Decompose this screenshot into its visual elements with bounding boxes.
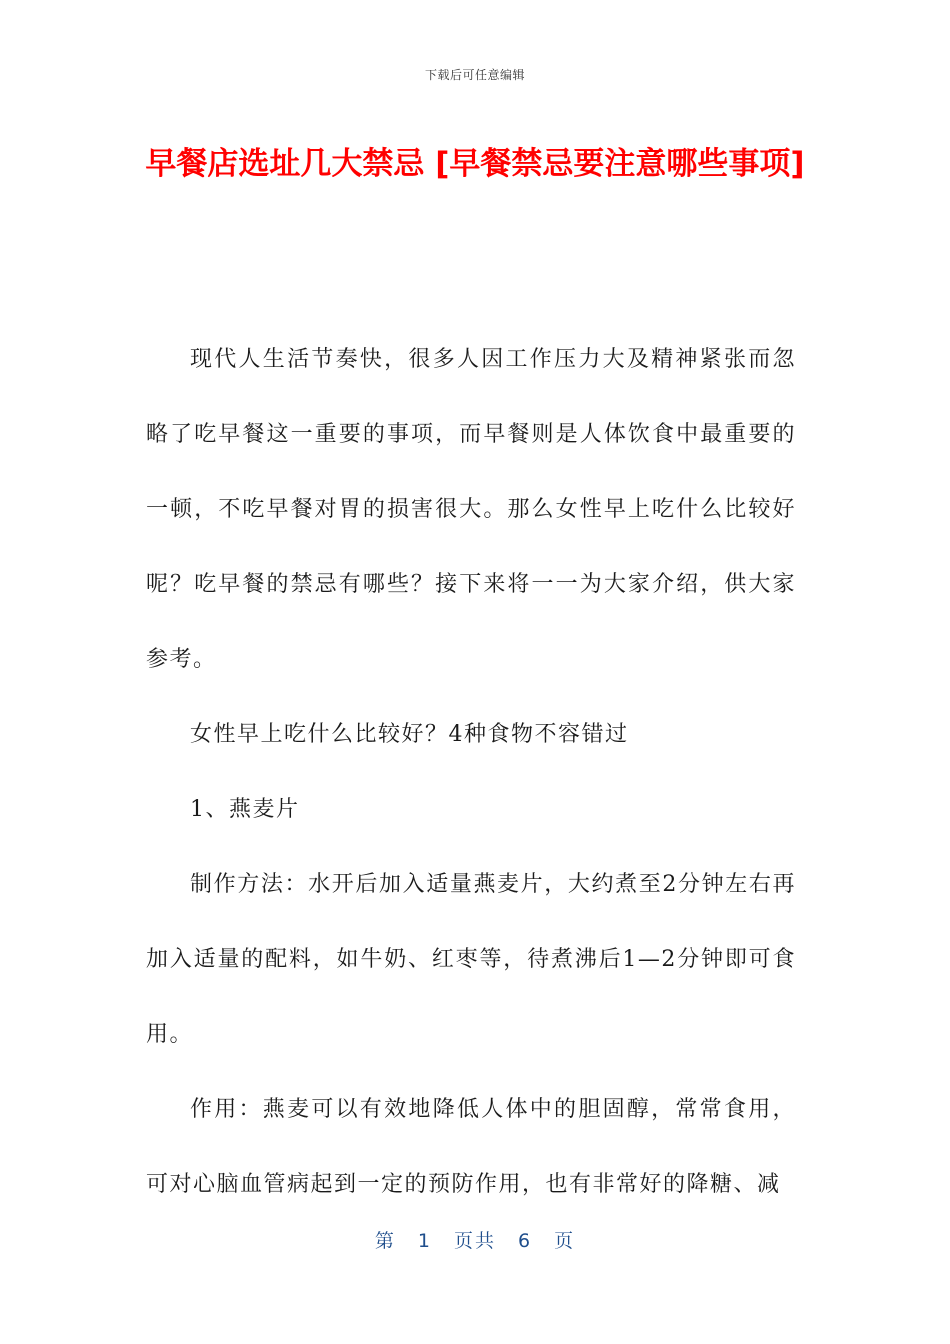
paragraph-subheading: 女性早上吃什么比较好？4种食物不容错过	[190, 722, 629, 747]
paragraph-item-heading: 1、燕麦片	[190, 797, 300, 822]
paragraph-method: 制作方法：水开后加入适量燕麦片，大约煮至2分钟左右再加入适量的配料，如牛奶、红枣等，待煮沸后1—2分钟即可食用。	[146, 872, 796, 1047]
footer-current-page: 1	[417, 1230, 432, 1252]
document-body	[146, 322, 796, 1222]
footer-middle: 页共	[453, 1230, 496, 1252]
paragraph-intro: 现代人生活节奏快，很多人因工作压力大及精神紧张而忽略了吃早餐这一重要的事项，而早餐则是人体饮食中最重要的一顿，不吃早餐对胃的损害很大。那么女性早上吃什么比较好呢？吃早餐的禁忌有哪些？接下来将一一为大家介绍，供大家参考。	[146, 347, 796, 672]
paragraph-effect: 作用：燕麦可以有效地降低人体中的胆固醇，常常食用，可对心脑血管病起到一定的预防作用，也有非常好的降糖、减	[146, 1097, 796, 1197]
header-note: 下载后可任意编辑	[424, 68, 525, 82]
page-footer	[0, 1226, 950, 1253]
footer-prefix: 第	[374, 1230, 396, 1252]
document-title: 早餐店选址几大禁忌 [早餐禁忌要注意哪些事项]	[145, 146, 805, 182]
footer-total-pages: 6	[518, 1230, 533, 1252]
footer-suffix: 页	[554, 1230, 576, 1252]
